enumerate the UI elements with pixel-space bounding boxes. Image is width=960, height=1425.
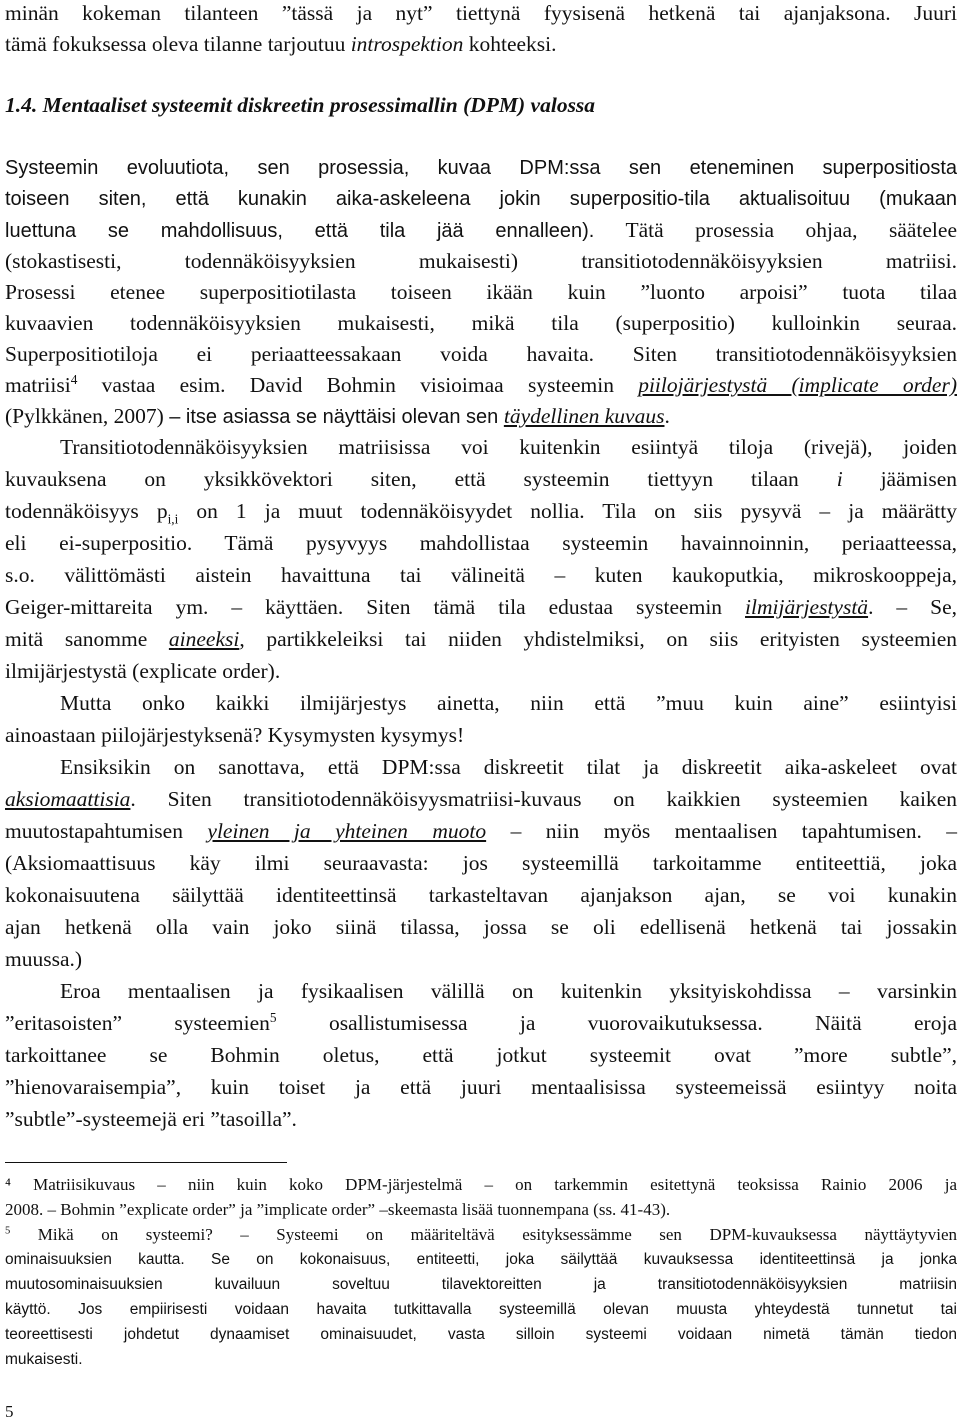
text-span: muutostapahtumisen bbox=[5, 819, 208, 843]
footnote-divider bbox=[5, 1162, 287, 1163]
footnote-line: mukaisesti. bbox=[5, 1351, 83, 1368]
paragraph-line bbox=[5, 217, 957, 244]
text-span: vastaa esim. David Bohmin visioimaa systeemin bbox=[77, 373, 639, 397]
text-span: . bbox=[664, 404, 670, 428]
text-span: todennäköisyys p bbox=[5, 499, 168, 523]
footnote-ref: 4 bbox=[70, 371, 78, 387]
paragraph-line: (stokastisesti, todennäköisyyksien mukaisesti) transitiotodennäköisyyksien matriisi. bbox=[5, 249, 957, 273]
text-span: ”eritasoisten” systeemien bbox=[5, 1011, 270, 1035]
paragraph-line bbox=[5, 626, 957, 652]
text-span: – niin myös mentaalisen tapahtumisen. – bbox=[486, 819, 958, 843]
paragraph-line: ”subtle”-systeemejä eri ”tasoilla”. bbox=[5, 1107, 297, 1131]
footnote-line: käyttö. Jos empiirisesti voidaan havaita tutkittavalla systeemillä olevan muusta yhteydestä tunnetut tai bbox=[5, 1301, 957, 1318]
italic-term: introspektion bbox=[350, 32, 464, 56]
text-span: on 1 ja muut todennäköisyydet nollia. Tila on siis pysyvä – ja määrätty bbox=[178, 499, 957, 523]
paragraph-line: Ensiksikin on sanottava, että DPM:ssa diskreetit tilat ja diskreetit aika-askeleet ovat bbox=[60, 755, 957, 779]
paragraph-line: ajan hetkenä olla vain joko siinä tilassa, jossa se oli edellisenä hetkenä tai jossakin bbox=[5, 915, 957, 939]
paragraph-line: kuvaavien todennäköisyyksien mukaisesti, mikä tila (superpositio) kulloinkin seuraa. bbox=[5, 311, 957, 335]
paragraph-line bbox=[5, 594, 957, 620]
footnote-number: 5 bbox=[5, 1225, 11, 1237]
paragraph-line: toiseen siten, että kunakin aika-askeleena jokin superpositio-tila aktualisoituu (mukaan bbox=[5, 188, 957, 210]
italic-term: täydellinen kuvaus bbox=[503, 404, 665, 428]
paragraph-line: Eroa mentaalisen ja fysikaalisen välillä on kuitenkin yksityiskohdissa – varsinkin bbox=[60, 979, 957, 1003]
paragraph-line: Superpositiotiloja ei periaatteessakaan voida havaita. Siten transitiotodennäköisyyksien bbox=[5, 342, 957, 366]
text-span: luettuna se mahdollisuus, että tila jää ennalleen). bbox=[5, 220, 595, 242]
intro-line bbox=[5, 0, 957, 26]
paragraph-line: tarkoittanee se Bohmin oletus, että jotkut systeemit ovat ”more subtle”, bbox=[5, 1043, 957, 1067]
paragraph-line: s.o. välittömästi aistein havaittuna tai välineitä – kuten kaukoputkia, mikroskooppeja, bbox=[5, 563, 957, 587]
paragraph-line: Prosessi etenee superpositiotilasta toiseen ikään kuin ”luonto arpoisi” tuota tilaa bbox=[5, 280, 957, 304]
footnote-line: teoreettisesti johdetut dynaamiset ominaisuudet, vasta silloin systeemi voidaan nimetä tämän tiedon bbox=[5, 1326, 957, 1343]
text-span: , partikkeleiksi tai niiden yhdistelmiksi, on siis erityisten systeemien bbox=[239, 627, 957, 651]
text-span: Geiger-mittareita ym. – käyttäen. Siten tämä tila edustaa systeemin bbox=[5, 595, 746, 619]
text-span: tämä fokuksessa oleva tilanne tarjoutuu bbox=[5, 32, 351, 56]
text-span: jäämisen bbox=[842, 467, 957, 491]
paragraph-line bbox=[5, 818, 957, 844]
text-span: kohteeksi. bbox=[463, 32, 557, 56]
footnote-line bbox=[5, 1224, 957, 1246]
paragraph-line bbox=[5, 786, 957, 812]
text-span: minän kokeman tilanteen ”tässä ja nyt” tiettynä fyysisenä hetkenä tai ajanjaksona. Juuri bbox=[5, 1, 957, 25]
paragraph-line bbox=[5, 466, 957, 492]
text-span: Mikä on systeemi? – Systeemi on määriteltävä esityksessämme sen DPM-kuvauksessa näyttäytyvien bbox=[10, 1225, 957, 1244]
paragraph-line: ilmijärjestystä (explicate order). bbox=[5, 659, 281, 683]
text-span: . Siten transitiotodennäköisyysmatriisi-kuvaus on kaikkien systeemien kaiken bbox=[130, 787, 957, 811]
text-span: osallistumisessa ja vuorovaikutuksessa. Näitä eroja bbox=[276, 1011, 957, 1035]
footnote-line: ominaisuuksien kautta. Se on kokonaisuus, entiteetti, joka säilyttää kuvauksessa identiteettinsä ja jonka bbox=[5, 1251, 957, 1268]
paragraph-line: ainoastaan piilojärjestyksenä? Kysymysten kysymys! bbox=[5, 723, 465, 747]
intro-line bbox=[5, 31, 957, 57]
paragraph-line bbox=[5, 403, 957, 430]
paragraph-line bbox=[5, 1010, 957, 1036]
paragraph-line: eli ei-superpositio. Tämä pysyvyys mahdollistaa systeemin havainnoinnin, periaatteessa, bbox=[5, 531, 957, 555]
paragraph-line: muussa.) bbox=[5, 947, 83, 971]
text-span: . – Se, bbox=[868, 595, 957, 619]
paragraph-line: Mutta onko kaikki ilmijärjestys ainetta, niin että ”muu kuin aine” esiintyisi bbox=[60, 691, 957, 715]
text-span: matriisi bbox=[5, 373, 71, 397]
paragraph-line: (Aksiomaattisuus käy ilmi seuraavasta: jos systeemillä tarkoitamme entiteettiä, joka bbox=[5, 851, 957, 875]
paragraph-line: Systeemin evoluutiota, sen prosessia, kuvaa DPM:ssa sen eteneminen superpositiosta bbox=[5, 157, 957, 179]
paragraph-line bbox=[5, 498, 957, 527]
text-span: (Pylkkänen, 2007) bbox=[5, 404, 170, 428]
paragraph-line: ”hienovaraisempia”, kuin toiset ja että juuri mentaalisissa systeemeissä esiintyy noita bbox=[5, 1075, 957, 1099]
paragraph-line: Transitiotodennäköisyyksien matriisissa voi kuitenkin esiintyä tiloja (rivejä), joiden bbox=[60, 435, 957, 459]
italic-term: aineeksi bbox=[168, 627, 240, 651]
text-span: mitä sanomme bbox=[5, 627, 169, 651]
text-span: Tätä prosessia ohjaa, säätelee bbox=[594, 218, 957, 242]
footnote-ref: 5 bbox=[269, 1009, 277, 1025]
page-number: 5 bbox=[5, 1402, 14, 1421]
paragraph-line bbox=[5, 372, 957, 398]
text-span: – itse asiassa se näyttäisi olevan sen bbox=[169, 406, 504, 428]
italic-term: ilmijärjestystä bbox=[745, 595, 869, 619]
subscript: i,i bbox=[167, 511, 179, 527]
section-heading: 1.4. Mentaaliset systeemit diskreetin prosessimallin (DPM) valossa bbox=[5, 93, 596, 117]
italic-term: aksiomaattisia bbox=[5, 787, 131, 811]
footnote-line: 2008. – Bohmin ”explicate order” ja ”implicate order” –skeemasta lisää tuonnempana (ss. 41-43). bbox=[5, 1200, 671, 1219]
paragraph-line: kokonaisuutena säilyttää identiteettinsä tarkasteltavan ajanjakson ajan, se voi kunakin bbox=[5, 883, 957, 907]
italic-term: piilojärjestystä (implicate order) bbox=[638, 373, 957, 397]
italic-term: yleinen ja yhteinen muoto bbox=[207, 819, 487, 843]
text-span: kuvauksena on yksikkövektori siten, että systeemin tiettyyn tilaan bbox=[5, 467, 837, 491]
footnote-line: muutosominaisuuksien kuvailuun soveltuu tilavektoreitten ja transitiotodennäköisyyksien matriisin bbox=[5, 1276, 957, 1293]
footnote-line: ⁴ Matriisikuvaus – niin kuin koko DPM-järjestelmä – on tarkemmin esitettynä teoksissa Rainio 2006 ja bbox=[5, 1175, 957, 1194]
italic-term: i bbox=[836, 467, 843, 491]
